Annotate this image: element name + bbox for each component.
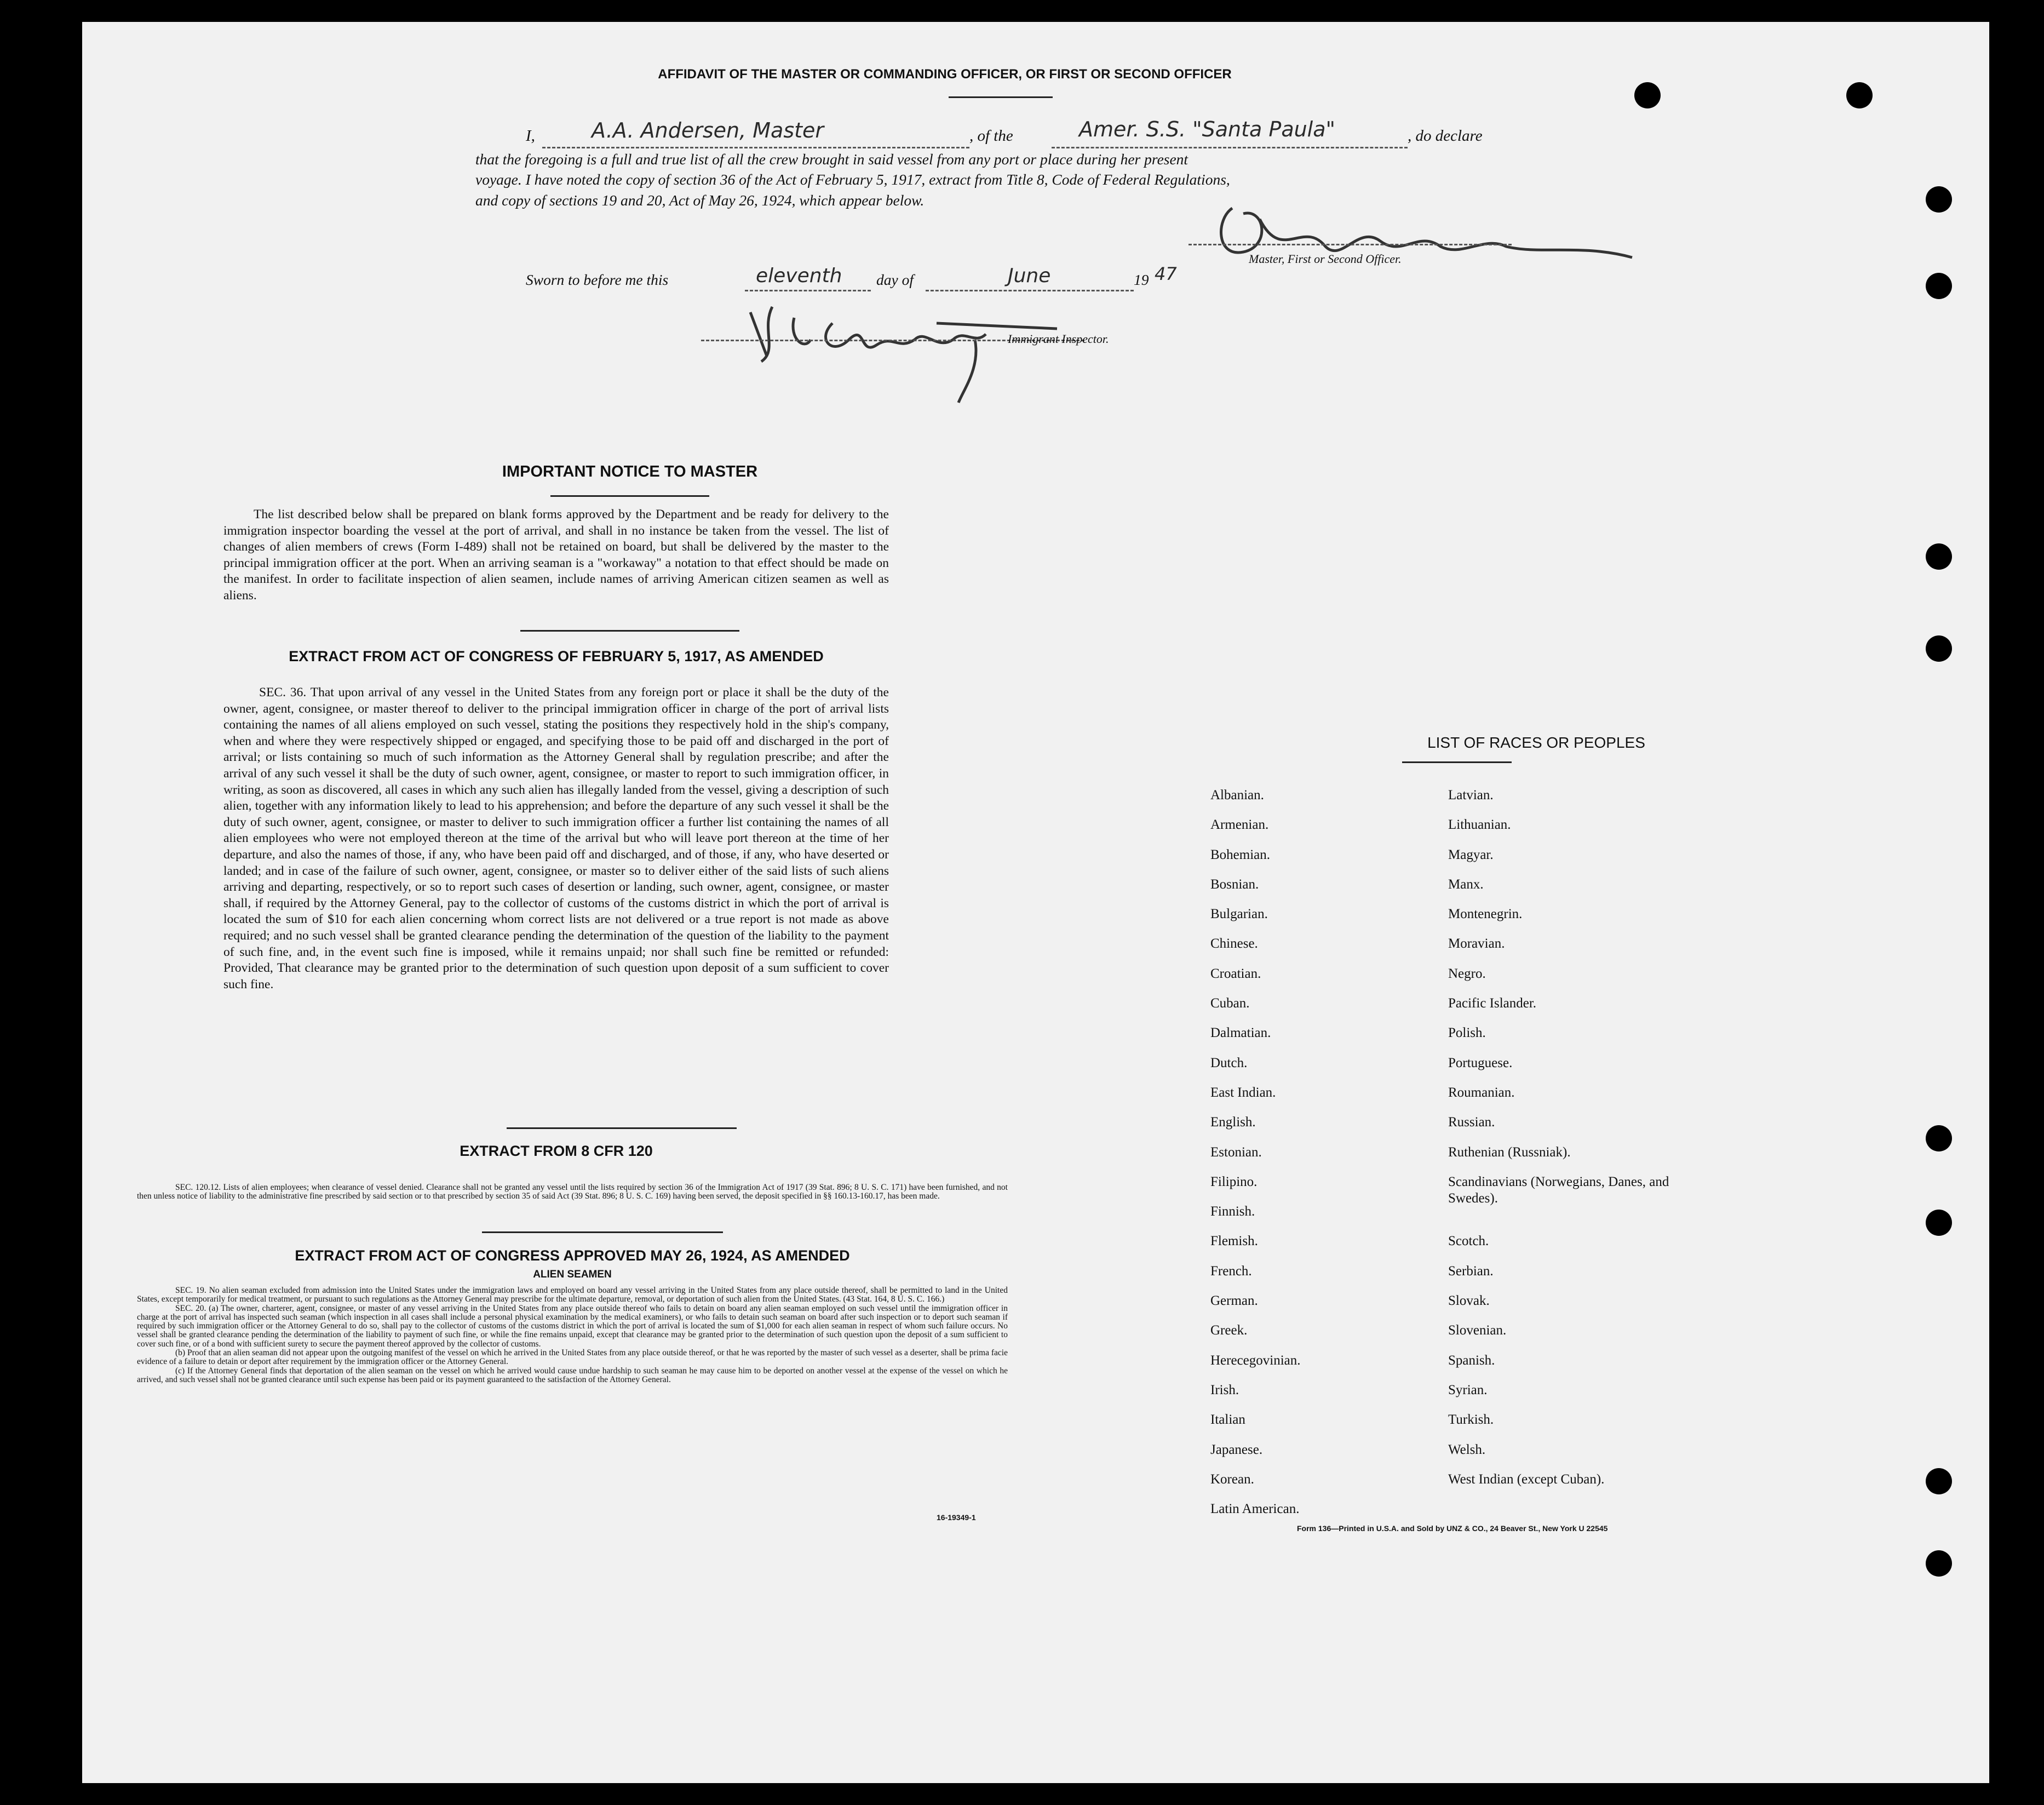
vessel-name-handwritten: Amer. S.S. "Santa Paula"	[1079, 117, 1336, 141]
punch-hole	[1926, 1550, 1952, 1577]
race-item: Estonian.	[1210, 1144, 1262, 1160]
race-item: Montenegrin.	[1448, 907, 1523, 922]
divider	[949, 96, 1053, 98]
sworn-day-handwritten: eleventh	[756, 265, 842, 287]
cfr-title: EXTRACT FROM 8 CFR 120	[460, 1143, 653, 1159]
divider	[1402, 761, 1512, 763]
race-item: Bosnian.	[1210, 876, 1259, 892]
signer-label: Master, First or Second Officer.	[1249, 252, 1402, 266]
sworn-prefix: Sworn to before me this	[526, 271, 669, 288]
race-item: Portuguese.	[1448, 1055, 1513, 1070]
race-item: Scandinavians (Norwegians, Danes, and Swedes).	[1448, 1174, 1669, 1206]
race-item: Slovenian.	[1448, 1323, 1507, 1338]
form-footer: Form 136—Printed in U.S.A. and Sold by UNZ & CO., 24 Beaver St., New York U 22545	[1297, 1524, 1608, 1533]
race-item: Armenian.	[1210, 817, 1269, 833]
race-item: Croatian.	[1210, 966, 1261, 981]
race-item: Roumanian.	[1448, 1085, 1515, 1100]
affidavit-i-label: I,	[526, 127, 535, 145]
divider	[520, 630, 739, 632]
race-item: French.	[1210, 1263, 1252, 1279]
punch-hole	[1926, 273, 1952, 299]
sec20c-text: (c) If the Attorney General finds that deportation of the alien seaman on the vessel on which he arrived would cause undue hardship to such seaman he may cause him to be deported on another vessel at the expense of the vessel on which he arrived, and such vessel shall not be granted clearance until such expense has been paid or its payment guaranteed to the satisfaction of the Attorney General.	[137, 1366, 1008, 1384]
inspector-label: Immigrant Inspector.	[1008, 332, 1109, 346]
race-item: Spanish.	[1448, 1353, 1495, 1368]
extract-1917-title: EXTRACT FROM ACT OF CONGRESS OF FEBRUARY 5, 1917, AS AMENDED	[289, 648, 824, 664]
inspector-signature	[728, 290, 1090, 411]
sworn-month-handwritten: June	[1008, 265, 1051, 287]
punch-hole	[1926, 543, 1952, 570]
cfr-body: SEC. 120.12. Lists of alien employees; when clearance of vessel denied. Clearance shall not be granted any vessel until the lists required by section 36 of the Immigration Act of 1917 (39 Stat. 896; 8 U. S. C. 171) have been furnished, and not then unless notice of liability to the administrative fine prescribed by said section or to that prescribed by section 35 of said Act (39 Stat. 896; 8 U. S. C. 169) having been served, the deposit specified in §§ 160.13-160.17, has been made.	[137, 1183, 1008, 1201]
divider	[550, 495, 709, 497]
fill-line	[542, 147, 969, 148]
day-of-label: day of	[876, 271, 914, 288]
divider	[482, 1231, 723, 1233]
race-item: Irish.	[1210, 1382, 1239, 1397]
affidavit-line2: that the foregoing is a full and true list of all the crew brought in said vessel from any port or place during her present	[475, 151, 1188, 168]
race-item: German.	[1210, 1293, 1258, 1309]
of-the-label: , of the	[969, 127, 1013, 145]
race-item: Herecegovinian.	[1210, 1353, 1301, 1368]
race-item: Serbian.	[1448, 1263, 1494, 1279]
punch-hole	[1926, 635, 1952, 662]
race-item: Turkish.	[1448, 1412, 1494, 1428]
races-right-column	[1448, 781, 1678, 1494]
fill-line	[1188, 244, 1512, 245]
race-item: Dutch.	[1210, 1055, 1248, 1070]
sec20b-text: (b) Proof that an alien seaman did not appear upon the outgoing manifest of the vessel on which he arrived in the United States from any place outside thereof, or that he was reported by the master of such vessel as a deserter, shall be prima facie evidence of a failure to detain or deport after requirement by the immigration officer or the Attorney General.	[137, 1348, 1008, 1367]
race-item: Dalmatian.	[1210, 1025, 1271, 1041]
race-item: West Indian (except Cuban).	[1448, 1471, 1605, 1487]
race-item: Moravian.	[1448, 936, 1505, 952]
extract-1924-sections	[137, 1286, 1008, 1384]
divider	[507, 1127, 737, 1129]
race-item: Magyar.	[1448, 847, 1494, 862]
master-name-handwritten: A.A. Andersen, Master	[592, 118, 824, 142]
race-item: Bohemian.	[1210, 847, 1271, 862]
affidavit-line3: voyage. I have noted the copy of section 36 of the Act of February 5, 1917, extract from Title 8, Code of Federal Regulations,	[475, 171, 1230, 188]
extract-1924-title: EXTRACT FROM ACT OF CONGRESS APPROVED MAY 26, 1924, AS AMENDED	[295, 1247, 850, 1264]
punch-hole	[1926, 1468, 1952, 1494]
race-item: Albanian.	[1210, 788, 1264, 803]
race-item: Bulgarian.	[1210, 907, 1268, 922]
race-item: Syrian.	[1448, 1382, 1488, 1397]
race-item: Latin American.	[1210, 1502, 1300, 1517]
race-item: Russian.	[1448, 1115, 1495, 1130]
fill-line	[1052, 147, 1408, 148]
notice-title: IMPORTANT NOTICE TO MASTER	[502, 463, 758, 480]
do-declare-label: , do declare	[1408, 127, 1483, 145]
race-item: Lithuanian.	[1448, 817, 1511, 833]
race-item: Latvian.	[1448, 788, 1494, 803]
year-handwritten: 47	[1155, 263, 1177, 284]
race-item: Flemish.	[1210, 1234, 1258, 1249]
race-item: Italian	[1210, 1412, 1245, 1428]
races-title: LIST OF RACES OR PEOPLES	[1427, 734, 1645, 751]
race-item: Japanese.	[1210, 1442, 1263, 1457]
punch-hole	[1926, 1210, 1952, 1236]
race-item: Polish.	[1448, 1025, 1486, 1041]
affidavit-line4: and copy of sections 19 and 20, Act of May 26, 1924, which appear below.	[475, 192, 925, 209]
race-item: Greek.	[1210, 1323, 1248, 1338]
race-item: Finnish.	[1210, 1204, 1255, 1219]
race-item: Ruthenian (Russniak).	[1448, 1144, 1571, 1160]
extract-1917-body: SEC. 36. That upon arrival of any vessel in the United States from any foreign port or place it shall be the duty of the owner, agent, consignee, or master thereof to deliver to the principal immigration officer in charge of the port of arrival lists containing the names of all aliens employed on such vessel, stating the positions they respectively hold in the ship's company, when and where they were respectively shipped or engaged, and specifying those to be paid off and discharged in the port of arrival; or lists containing so much of such information as the Attorney General shall by regulation prescribe; and after the arrival of any such vessel it shall be the duty of such owner, agent, consignee, or master to report to such immigration officer, in writing, as soon as discovered, all cases in which any such alien has illegally landed from the vessel, giving a description of such alien, together with any information likely to lead to his apprehension; and before the departure of any such vessel it shall be the duty of such owner, agent, consignee, or master to deliver to such immigration officer a further list containing the names of all alien employees who were not employed thereon at the time of the arrival but who will leave port thereon at the time of her departure, and also the names of those, if any, who have been paid off and discharged, and of those, if any, who have deserted or landed; and in case of the failure of such owner, agent, consignee, or master so to deliver either of the said lists of such aliens arriving and departing, respectively, or so to report such cases of desertion or landing, such owner, agent, consignee, or master shall, if required by the Attorney General, pay to the collector of customs of the customs district in which the port of arrival is located the sum of $10 for each alien concerning whom correct lists are not delivered or a true report is not made as above required; and no such vessel shall be granted clearance pending the determination of the question of the liability to the payment of such fine, and, in the event such fine is imposed, while it remains unpaid; nor shall such fine be remitted or refunded: Provided, That clearance may be granted prior to the determination of such question upon deposit of a sum sufficient to cover such fine.	[223, 685, 889, 992]
race-item: Manx.	[1448, 876, 1484, 892]
affidavit-title: AFFIDAVIT OF THE MASTER OR COMMANDING OFFICER, OR FIRST OR SECOND OFFICER	[658, 67, 1232, 82]
punch-hole	[1926, 1125, 1952, 1151]
race-item: Korean.	[1210, 1471, 1254, 1487]
year-prefix: 19	[1134, 271, 1149, 288]
extract-1924-subtitle: ALIEN SEAMEN	[533, 1269, 612, 1280]
race-item: Cuban.	[1210, 996, 1250, 1011]
races-left-column	[1210, 781, 1301, 1524]
race-item: East Indian.	[1210, 1085, 1276, 1100]
race-item: Scotch.	[1448, 1234, 1489, 1249]
punch-hole	[1926, 186, 1952, 213]
sec19-text: SEC. 19. No alien seaman excluded from admission into the United States under the immigration laws and employed on board any vessel arriving in the United States from any place outside thereof, shall be permitted to land in the United States, except temporarily for medical treatment, or pursuant to such regulations as the Attorney General may prescribe for the ultimate departure, removal, or deportation of such alien from the United States. (43 Stat. 164, 8 U. S. C. 166.)	[137, 1286, 1008, 1304]
race-item: English.	[1210, 1115, 1256, 1130]
race-item: Negro.	[1448, 966, 1486, 981]
form-page	[82, 22, 1989, 1783]
sec20a-text: SEC. 20. (a) The owner, charterer, agent, consignee, or master of any vessel arriving in the United States from any place outside thereof who fails to detain on board any alien seaman employed on such vessel until the immigration officer in charge at the port of arrival has inspected such seaman (which inspection in all cases shall include a personal physical examination by the medical examiners), or who fails to detain such seaman on board after such inspection or to deport such seaman if required by such immigration officer or the Attorney General to do so, shall pay to the collector of customs of the customs district in which the port of arrival is located the sum of $1,000 for each alien seaman in respect of whom such failure occurs. No vessel shall be granted clearance pending the determination of the liability to payment of such fine, or while the fine remains unpaid, except that clearance may be granted prior to the determination of such question upon the deposit of a sum sufficient to cover such fine, or of a bond with sufficient surety to secure the payment thereof approved by the collector of customs.	[137, 1303, 1008, 1349]
notice-body: The list described below shall be prepared on blank forms approved by the Department and be ready for delivery to the immigration inspector boarding the vessel at the port of arrival, and shall in no instance be taken from the vessel. The list of changes of alien members of crews (Form I-489) shall not be retained on board, but shall be delivered by the master to the principal immigration officer at the port. When an arriving seaman is a "workaway" a notation to that effect should be made on the manifest. In order to facilitate inspection of alien seamen, include names of arriving American citizen seamen as well as aliens.	[223, 507, 889, 603]
punch-hole	[1846, 82, 1873, 108]
race-item: Filipino.	[1210, 1174, 1258, 1189]
race-item: Chinese.	[1210, 936, 1258, 952]
race-item: Slovak.	[1448, 1293, 1490, 1309]
punch-hole	[1634, 82, 1661, 108]
form-code: 16-19349-1	[937, 1513, 976, 1522]
race-item: Pacific Islander.	[1448, 996, 1537, 1011]
race-item: Welsh.	[1448, 1442, 1486, 1457]
